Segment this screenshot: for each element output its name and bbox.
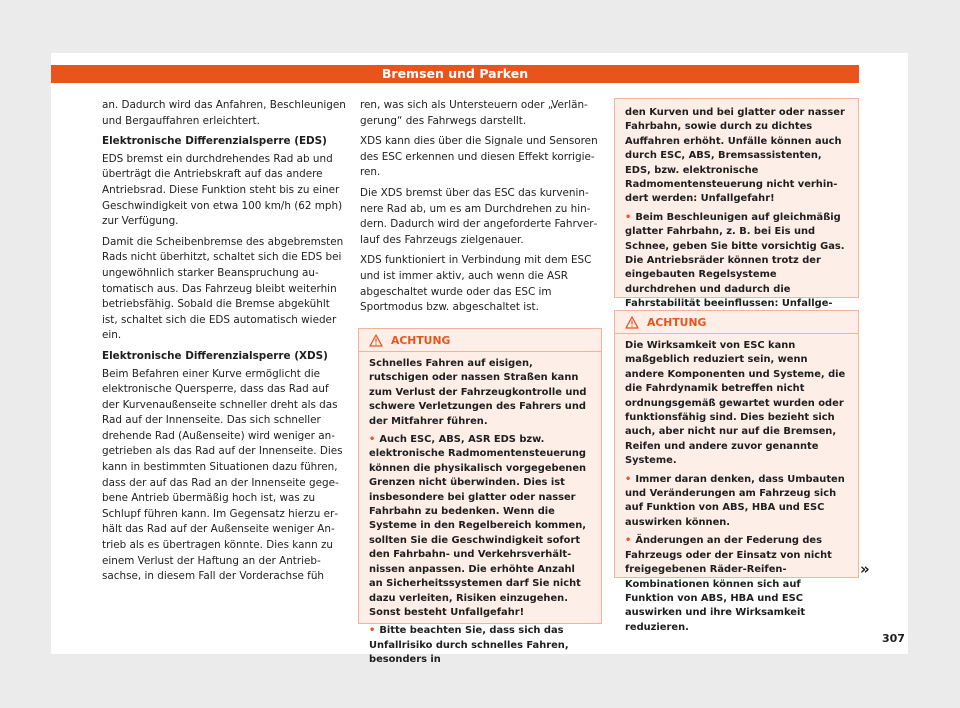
bullet-text: Bitte beachten Sie, dass sich das Unfallrisiko durch schnelles Fahren, besonders in xyxy=(369,625,569,666)
bullet-icon: • xyxy=(625,473,632,485)
bullet-text: Änderungen an der Federung des Fahrzeugs oder der Einsatz von nicht freigegebenen Räder-Reifen-Kombinationen können sich auf Funktion von ABS, HBA und ESC auswirken und ihre Wirksamkeit reduzieren. xyxy=(625,535,832,633)
warning-bullet xyxy=(625,211,848,326)
bullet-text: Auch ESC, ABS, ASR EDS bzw. elektronische Radmomentensteuerung können die physikalisch vorgegebenen Grenzen nicht überwinden. Dies ist insbesondere bei glatter oder nasser Fahrbahn zu bedenken. Wenn die Systeme in den Regelbereich kommen, sollten Sie die Geschwindigkeit sofort den Fahrbahn- und Verkehrsverhältnissen anpassen. Die erhöhte Anzahl an Sicherheitssystemen darf Sie nicht dazu verleiten, Risiken einzugehen. Sonst besteht Unfallgefahr! xyxy=(369,434,587,618)
bullet-text: Immer daran denken, dass Umbauten und Veränderungen am Fahrzeug sich auf Funktion von ABS, HBA und ESC auswirken können. xyxy=(625,473,845,528)
subheading-xds: Elektronische Differenzialsperre (XDS) xyxy=(102,349,328,362)
subheading-eds: Elektronische Differenzialsperre (EDS) xyxy=(102,135,327,148)
warning-box-1 xyxy=(358,328,602,666)
warning-body xyxy=(615,334,858,635)
warning-continued-text: den Kurven und bei glatter oder nasser Fahrbahn, sowie durch zu dichtes Auffahren erhöht. Unfälle können auch durch ESC, ABS, Bremsassistenten, EDS, bzw. elektronische Radmomentensteuerung nicht verhindert werden: Unfallgefahr! xyxy=(625,107,845,205)
paragraph: Die XDS bremst über das ESC das kurveninnere Rad ab, um es am Durchdrehen zu hindern. Dadurch wird der angeforderte Fahrverlauf des Fahrzeugs zielgenauer. xyxy=(360,186,598,246)
warning-header xyxy=(615,311,858,334)
bullet-icon: • xyxy=(369,434,376,446)
bullet-icon: • xyxy=(625,211,632,223)
paragraph: XDS kann dies über die Signale und Sensoren des ESC erkennen und diesen Effekt korrigieren. xyxy=(360,135,598,179)
bullet-text: Beim Beschleunigen auf gleichmäßig glatter Fahrbahn, z. B. bei Eis und Schnee, geben Sie bitte vorsichtig Gas. Die Antriebsräder können trotz der eingebauten Regelsysteme durchdrehen und dadurch die Fahrstabilität beeinflussen: Unfallge xyxy=(625,211,845,310)
warning-intro: Die Wirksamkeit von ESC kann maßgeblich reduziert sein, wenn andere Komponenten und Systeme, die die Fahrdynamik betreffen nicht ordnungsgemäß gewartet wurden oder funktionsfähig sind. Dies bezieht sich auch, aber nicht nur auf die Bremsen, Reifen und andere zuvor genannte Systeme. xyxy=(625,340,846,467)
bullet-icon: • xyxy=(625,535,632,547)
paragraph: an. Dadurch wird das Anfahren, Beschleunigen und Bergauffahren erleichtert. xyxy=(102,99,346,127)
text-column-2 xyxy=(360,98,600,321)
page-number: 307 xyxy=(882,632,905,645)
text-column-1 xyxy=(102,98,348,590)
paragraph: XDS funktioniert in Verbindung mit dem ESC und ist immer aktiv, auch wenn die ASR abgeschaltet wurde oder das ESC im Sportmodus bzw. abgeschaltet ist. xyxy=(360,254,592,314)
warning-bullet xyxy=(625,473,848,531)
paragraph: Beim Befahren einer Kurve ermöglicht die elektronische Quersperre, dass das Rad auf der Kurvenaußenseite schneller dreht als das Rad auf der Innenseite. Das sich schneller drehende Rad (Außenseite) wird weniger angetrieben als das Rad auf der Innenseite. Dies kann in bestimmten Situationen dazu führen, dass der auf das Rad an der Innenseite gegebene Antrieb übermäßig hoch ist, was zu Schlupf führen kann. Im Gegensatz hierzu erhält das Rad auf der Außenseite weniger Antrieb als es übertragen könnte. Dies kann zu einem Verlust der Haftung an der Antriebsachse, in diesem Fall der Vorderachse füh xyxy=(102,367,343,583)
warning-body xyxy=(359,352,601,668)
continue-marker: » xyxy=(860,560,870,578)
warning-box-2 xyxy=(614,310,859,633)
warning-bullet xyxy=(625,534,848,635)
warning-bullet xyxy=(369,433,591,620)
warning-intro: Schnelles Fahren auf eisigen, rutschigen oder nassen Straßen kann zum Verlust der Fahrzeugkontrolle und schwere Verletzungen des Fahrers und der Mitfahrer führen. xyxy=(369,358,587,427)
warning-title: ACHTUNG xyxy=(647,315,707,329)
warning-body xyxy=(615,99,858,326)
paragraph: Damit die Scheibenbremse des abgebremsten Rads nicht überhitzt, schaltet sich die EDS bei ungewöhnlich starker Beanspruchung automatisch aus. Das Fahrzeug bleibt weiterhin betriebsfähig. Sobald die Bremse abgekühlt ist, schaltet sich die EDS automatisch wieder ein. xyxy=(102,235,344,342)
warning-title: ACHTUNG xyxy=(391,333,451,347)
warning-header xyxy=(359,329,601,352)
warning-triangle-icon xyxy=(625,316,639,329)
paragraph: ren, was sich als Untersteuern oder „Verlängerung“ des Fahrwegs darstellt. xyxy=(360,99,588,127)
paragraph: EDS bremst ein durchdrehendes Rad ab und überträgt die Antriebskraft auf das andere Antriebsrad. Diese Funktion steht bis zu einer Geschwindigkeit von etwa 100 km/h (62 mph) zur Verfügung. xyxy=(102,152,343,228)
section-header: Bremsen und Parken xyxy=(51,65,859,83)
warning-triangle-icon xyxy=(369,334,383,347)
bullet-icon: • xyxy=(369,625,376,637)
warning-box-continued xyxy=(614,98,859,310)
warning-bullet xyxy=(369,624,591,667)
